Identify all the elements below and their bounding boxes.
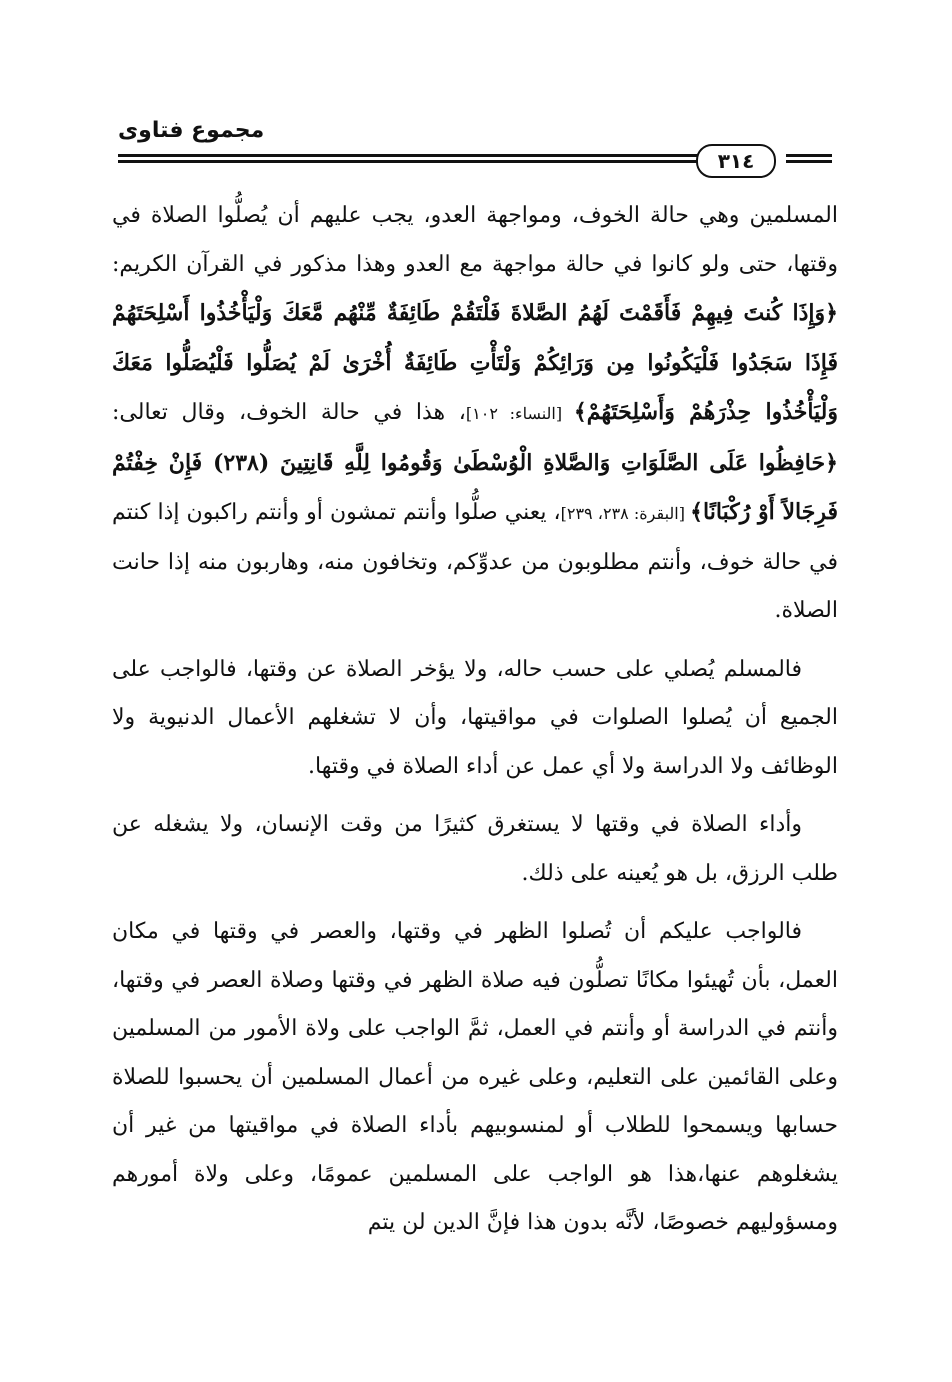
header-rule-line: [786, 154, 832, 157]
paragraph-4: فالواجب عليكم أن تُصلوا الظهر في وقتها، والعصر في وقتها في مكان العمل، بأن تُهيئوا مكانًا تصلُّون فيه صلاة الظهر في وقتها وصلاة العصر في وقتها، وأنتم في الدراسة أو وأنتم في العمل، ثمَّ الواجب على ولاة الأمور من المسلمين وعلى القائمين على التعليم، وعلى غيره من أعمال المسلمين أن يحسبوا للصلاة حسابها ويسمحوا للطلاب أو لمنسوبيهم بأداء الصلاة في مواقيتها من غير أن يشغلوهم عنها،هذا هو الواجب على المسلمين عمومًا، وعلى ولاة أمورهم ومسؤوليهم خصوصًا، لأنَّه بدون هذا فإنَّ الدين لن يتم: [112, 919, 838, 1235]
verse-reference: [النساء: ١٠٢]: [465, 404, 574, 423]
page-number: ٣١٤: [696, 144, 776, 178]
quran-verse-baqara: ﴿حَافِظُوا عَلَى الصَّلَوَاتِ وَالصَّلاةِ الْوُسْطَىٰ وَقُومُوا لِلَّهِ قَانِتِينَ (٢٣٨) فَإِنْ خِفْتُمْ فَرِجَالاً أَوْ رُكْبَانًا﴾: [112, 449, 839, 525]
header-rule: [118, 148, 832, 182]
header-rule-line: [786, 160, 832, 163]
paragraph-2: فالمسلم يُصلي على حسب حاله، ولا يؤخر الصلاة عن وقتها، فالواجب على الجميع أن يُصلوا الصلوات في مواقيتها، وأن لا تشغلهم الأعمال الدنيوية ولا الوظائف ولا الدراسة ولا أي عمل عن أداء الصلاة في وقتها.: [112, 656, 838, 779]
header-rule-line: [118, 154, 712, 157]
verse-reference: [البقرة: ٢٣٨، ٢٣٩]: [560, 504, 691, 523]
header-rule-line: [118, 160, 712, 163]
paragraph-1: [112, 192, 838, 636]
paragraph-3: وأداء الصلاة في وقتها لا يستغرق كثيرًا من وقت الإنسان، ولا يشغله عن طلب الرزق، بل هو يُعينه على ذلك.: [112, 812, 838, 886]
text-run: ، هذا في حالة الخوف، وقال تعالى:: [112, 400, 466, 425]
quran-verse-nisa: ﴿وَإِذَا كُنتَ فِيهِمْ فَأَقَمْتَ لَهُمُ الصَّلاةَ فَلْتَقُمْ طَائِفَةٌ مِّنْهُم مَّعَكَ وَلْيَأْخُذُوا أَسْلِحَتَهُمْ فَإِذَا سَجَدُوا فَلْيَكُونُوا مِن وَرَائِكُمْ وَلْتَأْتِ طَائِفَةٌ أُخْرَىٰ لَمْ يُصَلُّوا فَلْيُصَلُّوا مَعَكَ وَلْيَأْخُذُوا حِذْرَهُمْ وَأَسْلِحَتَهُمْ﴾: [112, 300, 839, 425]
running-title: مجموع فتاوى: [118, 118, 265, 143]
text-run: المسلمين وهي حالة الخوف، ومواجهة العدو، يجب عليهم أن يُصلُّوا الصلاة في وقتها، حتى ولو كانوا في حالة مواجهة مع العدو وهذا مذكور في القرآن الكريم:: [112, 203, 839, 277]
body-text: [112, 192, 838, 1258]
text-run: ، يعني صلُّوا وأنتم تمشون أو وأنتم راكبون إذا كنتم في حالة خوف، وأنتم مطلوبون من عدوِّكم، وتخافون منه، وهاربون منه إذا حانت الصلاة.: [112, 500, 838, 623]
